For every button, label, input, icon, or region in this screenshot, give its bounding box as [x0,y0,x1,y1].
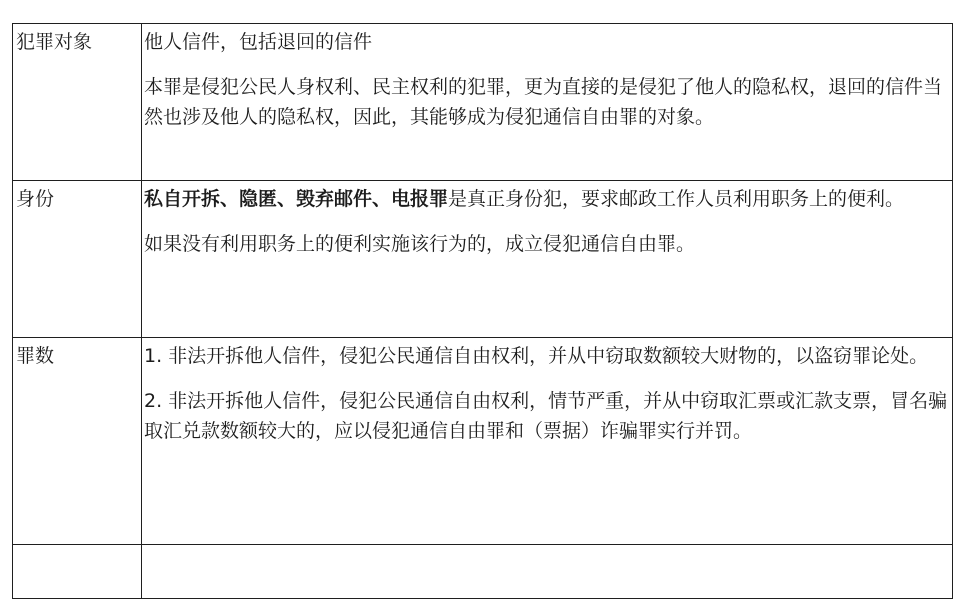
count-paragraph-2: 2. 非法开拆他人信件，侵犯公民通信自由权利，情节严重，并从中窃取汇票或汇款支票，冒名骗取汇兑款数额较大的，应以侵犯通信自由罪和（票据）诈骗罪实行并罚。 [144,390,948,442]
crime-info-table [12,23,953,599]
object-paragraph-1: 他人信件，包括退回的信件 [144,31,373,53]
identity-paragraph-1 [144,184,948,214]
table-row-object [13,24,953,181]
row-content-object [142,24,953,181]
row-content-empty [142,545,953,599]
row-label-count: 罪数 [13,338,142,545]
table-row-empty [13,545,953,599]
table-row-count [13,338,953,545]
object-paragraph-2: 本罪是侵犯公民人身权利、民主权利的犯罪，更为直接的是侵犯了他人的隐私权，退回的信件当然也涉及他人的隐私权，因此，其能够成为侵犯通信自由罪的对象。 [144,76,943,128]
crime-name-bold: 私自开拆、隐匿、毁弃邮件、电报罪 [144,188,449,210]
table-row-identity [13,181,953,338]
row-label-object: 犯罪对象 [13,24,142,181]
identity-paragraph-2: 如果没有利用职务上的便利实施该行为的，成立侵犯通信自由罪。 [144,233,696,255]
row-content-identity [142,181,953,338]
row-label-identity: 身份 [13,181,142,338]
count-paragraph-1: 1. 非法开拆他人信件，侵犯公民通信自由权利，并从中窃取数额较大财物的，以盗窃罪论处。 [144,345,929,367]
row-label-empty [13,545,142,599]
identity-paragraph-1-rest: 是真正身份犯，要求邮政工作人员利用职务上的便利。 [448,188,905,210]
row-content-count [142,338,953,545]
